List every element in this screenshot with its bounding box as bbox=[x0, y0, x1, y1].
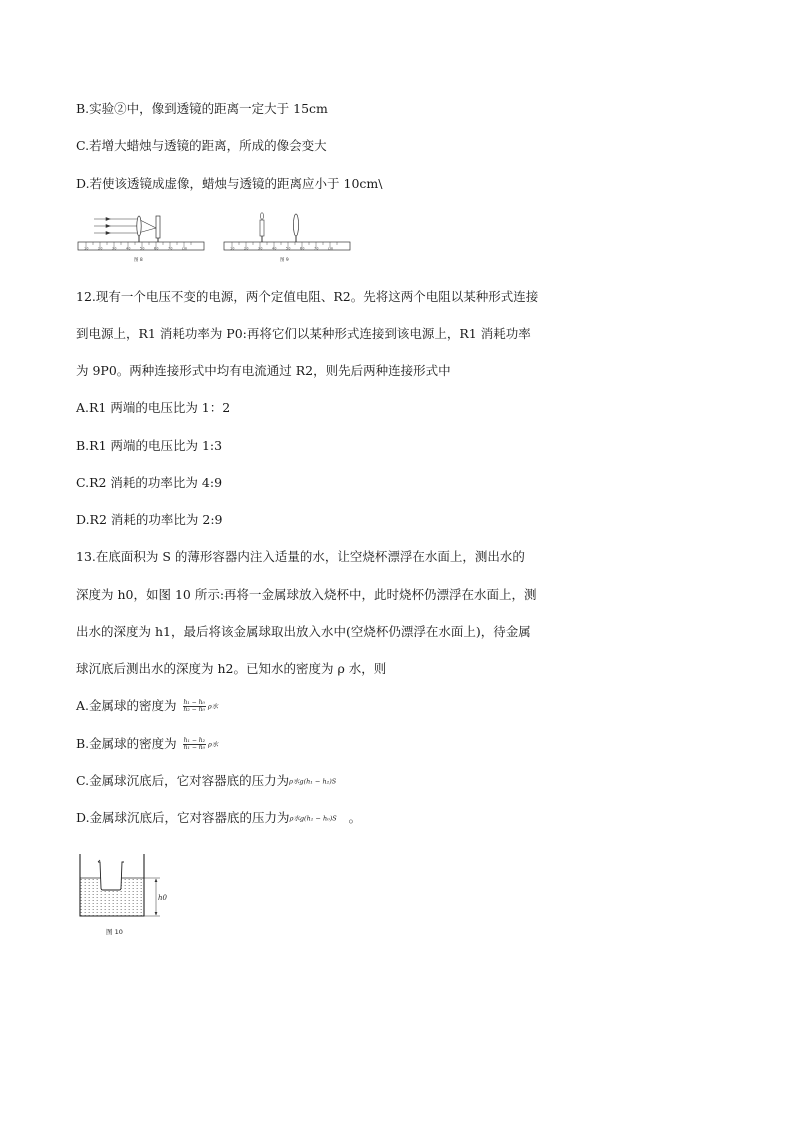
ruler-tick: 30 bbox=[258, 246, 263, 251]
q12-stem-line-3: 为 9P0。两种连接形式中均有电流通过 R2，则先后两种连接形式中 bbox=[76, 363, 451, 378]
q13-option-a-text: A.金属球的密度为 bbox=[76, 698, 177, 713]
ruler-tick: 20 bbox=[98, 246, 103, 251]
fraction-numerator: h₁ − h₀ bbox=[183, 699, 205, 706]
ruler-tick: 10 bbox=[84, 246, 89, 251]
ruler-tick: 50 bbox=[286, 246, 291, 251]
q13-option-c-text: C.金属球沉底后，它对容器底的压力为 bbox=[76, 773, 290, 788]
h0-label: h0 bbox=[158, 894, 167, 902]
rho-water: ρ水 bbox=[207, 702, 219, 711]
q13-option-d-text: D.金属球沉底后，它对容器底的压力为 bbox=[76, 810, 290, 825]
figure-8-caption: 图 8 bbox=[134, 258, 143, 263]
figure-8-optical-bench bbox=[76, 206, 206, 268]
q12-option-b: B.R1 两端的电压比为 1:3 bbox=[76, 438, 223, 453]
q12-option-d: D.R2 消耗的功率比为 2:9 bbox=[76, 512, 223, 527]
rho-water: ρ水 bbox=[207, 740, 219, 749]
ruler-tick: cm bbox=[328, 246, 334, 251]
ruler-tick: 10 bbox=[230, 246, 235, 251]
q13-option-b-formula bbox=[183, 738, 219, 751]
q13-option-c bbox=[76, 773, 336, 790]
fraction-denominator: h₁ − h₀ bbox=[183, 744, 206, 751]
figure-9-caption: 图 9 bbox=[280, 258, 289, 263]
q13-stem-line-4: 球沉底后测出水的深度为 h2。已知水的密度为 ρ 水，则 bbox=[76, 661, 387, 676]
q11-option-c: C.若增大蜡烛与透镜的距离，所成的像会变大 bbox=[76, 138, 327, 153]
ruler-tick: 70 bbox=[168, 246, 173, 251]
ruler-tick: 40 bbox=[126, 246, 131, 251]
ruler-tick: 40 bbox=[272, 246, 277, 251]
ruler-tick: 70 bbox=[314, 246, 319, 251]
ruler-tick: cm bbox=[182, 246, 188, 251]
q13-stem-line-3: 出水的深度为 h1，最后将该金属球取出放入水中(空烧杯仍漂浮在水面上)，待金属 bbox=[76, 624, 531, 639]
ruler-tick: 50 bbox=[140, 246, 145, 251]
q13-option-d-tail: 。 bbox=[348, 810, 362, 825]
ruler-tick: 30 bbox=[112, 246, 117, 251]
q13-option-c-formula: ρ水g(h₁ − h₂)S bbox=[289, 777, 337, 786]
q13-option-b bbox=[76, 736, 218, 752]
q12-stem-line-1: 12.现有一个电压不变的电源，两个定值电阻、R2。先将这两个电阻以某种形式连接 bbox=[76, 289, 539, 304]
figure-9-optical-bench bbox=[222, 206, 352, 268]
q13-stem-line-1: 13.在底面积为 S 的薄形容器内注入适量的水，让空烧杯漂浮在水面上，测出水的 bbox=[76, 549, 525, 564]
q13-option-a-formula bbox=[183, 700, 219, 713]
ruler-tick: 60 bbox=[300, 246, 305, 251]
q12-stem-line-2: 到电源上，R1 消耗功率为 P0:再将它们以某种形式连接到该电源上，R1 消耗功率 bbox=[76, 326, 531, 341]
fraction-denominator: h₂ − h₀ bbox=[183, 706, 205, 713]
q13-option-b-text: B.金属球的密度为 bbox=[76, 736, 177, 751]
q13-option-a bbox=[76, 698, 218, 714]
q13-option-d bbox=[76, 810, 361, 827]
q12-option-c: C.R2 消耗的功率比为 4:9 bbox=[76, 475, 223, 490]
figure-10-container bbox=[76, 848, 176, 940]
q11-option-d: D.若使该透镜成虚像，蜡烛与透镜的距离应小于 10cm\ bbox=[76, 176, 383, 191]
q13-option-d-formula: ρ水g(h₁ − h₀)S bbox=[289, 814, 337, 823]
q12-option-a: A.R1 两端的电压比为 1：2 bbox=[76, 400, 231, 415]
q11-option-b: B.实验②中，像到透镜的距离一定大于 15cm bbox=[76, 101, 328, 116]
q13-stem-line-2: 深度为 h0，如图 10 所示:再将一金属球放入烧杯中，此时烧杯仍漂浮在水面上，测 bbox=[76, 587, 537, 602]
ruler-tick: 20 bbox=[244, 246, 249, 251]
fraction-numerator: h₁ − h₂ bbox=[183, 737, 206, 744]
figure-10-caption: 图 10 bbox=[106, 928, 123, 936]
ruler-tick: 60 bbox=[154, 246, 159, 251]
